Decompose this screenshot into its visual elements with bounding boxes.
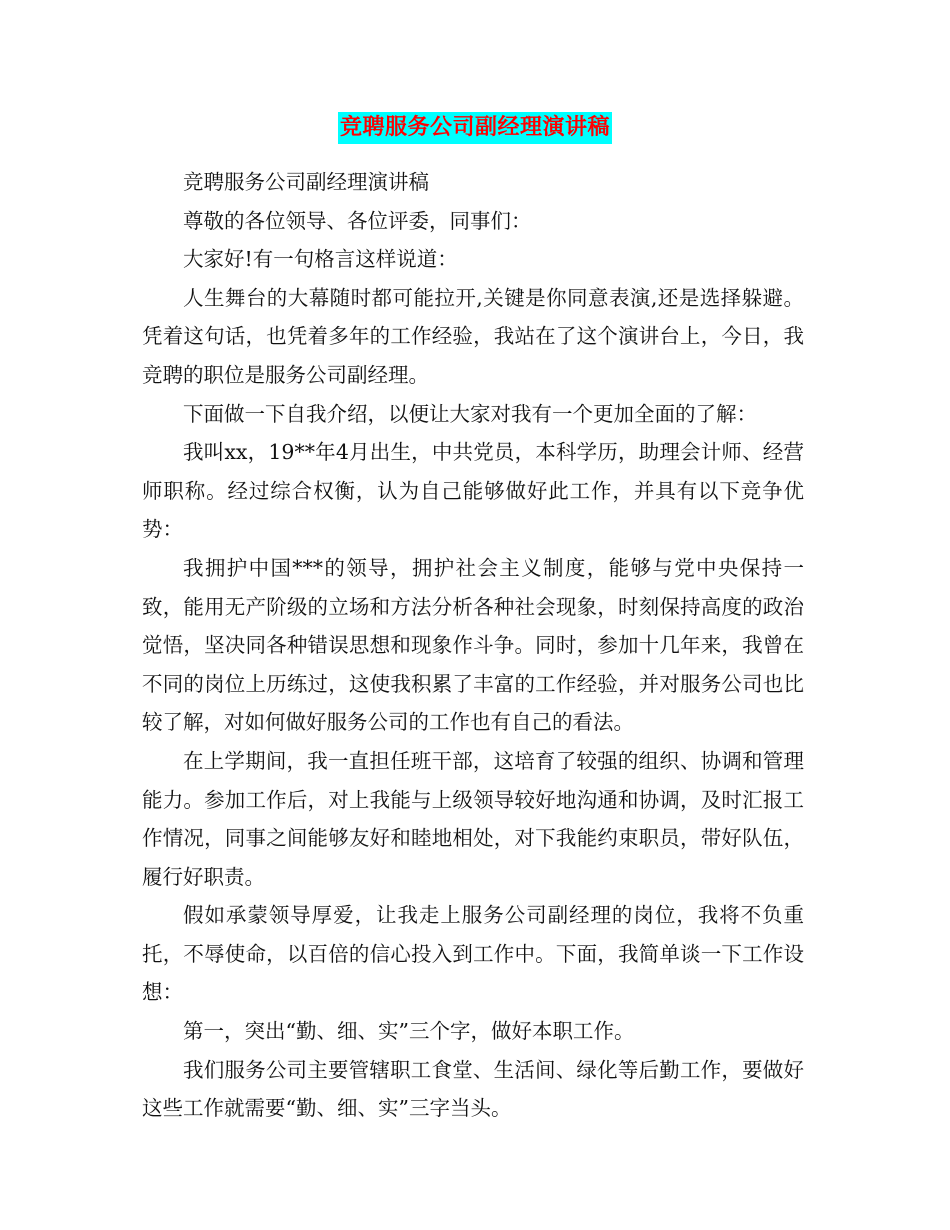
paragraph-greeting: 大家好!有一句格言这样说道： <box>183 247 458 272</box>
title-container <box>0 112 950 144</box>
paragraph-logistics: 我们服务公司主要管辖职工食堂、生活间、绿化等后勤工作，要做好这些工作就需要“勤、细、实”三字当头。 <box>142 1057 804 1121</box>
paragraph-salutation: 尊敬的各位领导、各位评委，同事们： <box>183 208 532 233</box>
document-body <box>142 163 804 1128</box>
paragraph-subtitle: 竞聘服务公司副经理演讲稿 <box>183 170 429 194</box>
paragraph-commitment: 假如承蒙领导厚爱，让我走上服务公司副经理的岗位，我将不负重托，不辱使命，以百倍的信心投入到工作中。下面，我简单谈一下工作设想： <box>142 903 804 1005</box>
document-title: 竞聘服务公司副经理演讲稿 <box>338 112 612 144</box>
paragraph-intro-lead: 下面做一下自我介绍，以便让大家对我有一个更加全面的了解： <box>183 401 757 426</box>
paragraph-political-stance: 我拥护中国***的领导，拥护社会主义制度，能够与党中央保持一致，能用无产阶级的立场和方法分析各种社会现象，时刻保持高度的政治觉悟，坚决同各种错误思想和现象作斗争。同时，参加十几年来，我曾在不同的岗位上历练过，这使我积累了丰富的工作经验，并对服务公司也比较了解，对如何做好服务公司的工作也有自己的看法。 <box>142 555 804 735</box>
paragraph-self-intro: 我叫xx，19**年4月出生，中共党员，本科学历，助理会计师、经营师职称。经过综合权衡，认为自己能够做好此工作，并具有以下竞争优势： <box>142 440 804 542</box>
paragraph-leadership: 在上学期间，我一直担任班干部，这培育了较强的组织、协调和管理能力。参加工作后，对上我能与上级领导较好地沟通和协调，及时汇报工作情况，同事之间能够友好和睦地相处，对下我能约束职员，带好队伍，履行好职责。 <box>142 748 804 889</box>
paragraph-motto: 人生舞台的大幕随时都可能拉开,关键是你同意表演,还是选择躲避。凭着这句话，也凭着多年的工作经验，我站在了这个演讲台上，今日，我竞聘的职位是服务公司副经理。 <box>142 285 804 387</box>
paragraph-point-one: 第一，突出“勤、细、实”三个字，做好本职工作。 <box>183 1019 635 1044</box>
